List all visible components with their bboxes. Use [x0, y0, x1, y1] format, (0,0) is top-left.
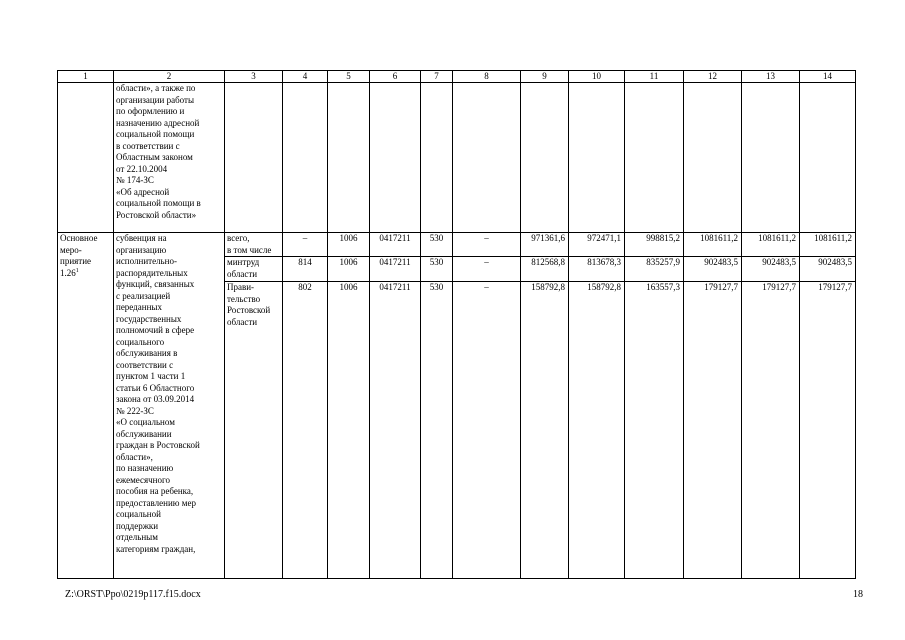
executor-cell: Прави- тельство Ростовской области: [225, 282, 283, 579]
measure-description: субвенция на организацию исполнительно- распорядительных функций, связанных с реализацией переданных государственных полномочий в сфере социального обслуживания в соответствии с пунктом 1 части 1 статьи 6 Областного закона от 03.09.2014 № 222-ЗС «О социальном обслуживании граждан в Ростовской области», по назначению ежемесячного пособия на ребенка, предоставлению мер социальной поддержки отдельным категориям граждан,: [114, 233, 225, 579]
empty-cell: [58, 83, 114, 233]
value-cell: 179127,7: [800, 282, 856, 579]
grbs-cell: 802: [283, 282, 328, 579]
value-cell: 902483,5: [684, 257, 742, 282]
column-number: 8: [453, 71, 521, 83]
empty-cell: [328, 83, 370, 233]
empty-cell: [225, 83, 283, 233]
column-number: 6: [370, 71, 421, 83]
value-cell: 158792,8: [569, 282, 625, 579]
value-cell: 835257,9: [625, 257, 684, 282]
value-cell: 813678,3: [569, 257, 625, 282]
column-number: 9: [521, 71, 569, 83]
empty-cell: [684, 83, 742, 233]
rzpr-cell: 1006: [328, 257, 370, 282]
continuation-description: области», а также по организации работы по оформлению и назначению адресной социальной помощи в соответствии с Областным законом от 22.10.2004 № 174-ЗС «Об адресной социальной помощи в Ростовской области»: [114, 83, 225, 233]
column-number: 3: [225, 71, 283, 83]
measure-name-cell: [58, 233, 114, 579]
executor-cell: минтруд области: [225, 257, 283, 282]
column-number: 4: [283, 71, 328, 83]
value-cell: 1081611,2: [684, 233, 742, 257]
csr-cell: 0417211: [370, 282, 421, 579]
column-number: 7: [421, 71, 453, 83]
value-cell: 179127,7: [684, 282, 742, 579]
value-cell: 179127,7: [742, 282, 800, 579]
col8-cell: –: [453, 233, 521, 257]
empty-cell: [453, 83, 521, 233]
value-cell: 902483,5: [742, 257, 800, 282]
empty-cell: [625, 83, 684, 233]
column-number: 14: [800, 71, 856, 83]
measure-row-total: [58, 233, 856, 257]
grbs-cell: –: [283, 233, 328, 257]
column-number: 1: [58, 71, 114, 83]
executor-cell: всего, в том числе: [225, 233, 283, 257]
vr-cell: 530: [421, 282, 453, 579]
value-cell: 158792,8: [521, 282, 569, 579]
empty-cell: [283, 83, 328, 233]
rzpr-cell: 1006: [328, 233, 370, 257]
empty-cell: [742, 83, 800, 233]
footnote-marker: 1: [75, 267, 79, 274]
empty-cell: [800, 83, 856, 233]
vr-cell: 530: [421, 257, 453, 282]
vr-cell: 530: [421, 233, 453, 257]
empty-cell: [569, 83, 625, 233]
value-cell: 1081611,2: [800, 233, 856, 257]
value-cell: 998815,2: [625, 233, 684, 257]
value-cell: 812568,8: [521, 257, 569, 282]
col8-cell: –: [453, 257, 521, 282]
column-number: 2: [114, 71, 225, 83]
empty-cell: [370, 83, 421, 233]
column-number: 5: [328, 71, 370, 83]
footer-file-path: Z:\ORST\Ppo\0219p117.f15.docx: [65, 589, 201, 600]
page-number: 18: [853, 589, 863, 600]
column-number: 11: [625, 71, 684, 83]
column-number: 13: [742, 71, 800, 83]
column-number-row: [58, 71, 856, 83]
grbs-cell: 814: [283, 257, 328, 282]
csr-cell: 0417211: [370, 233, 421, 257]
value-cell: 163557,3: [625, 282, 684, 579]
value-cell: 972471,1: [569, 233, 625, 257]
value-cell: 902483,5: [800, 257, 856, 282]
budget-table: [57, 70, 856, 579]
column-number: 12: [684, 71, 742, 83]
empty-cell: [421, 83, 453, 233]
column-number: 10: [569, 71, 625, 83]
value-cell: 1081611,2: [742, 233, 800, 257]
value-cell: 971361,6: [521, 233, 569, 257]
measure-name: Основное меро- приятие 1.26: [60, 233, 98, 278]
col8-cell: –: [453, 282, 521, 579]
csr-cell: 0417211: [370, 257, 421, 282]
empty-cell: [521, 83, 569, 233]
rzpr-cell: 1006: [328, 282, 370, 579]
continuation-row: [58, 83, 856, 233]
